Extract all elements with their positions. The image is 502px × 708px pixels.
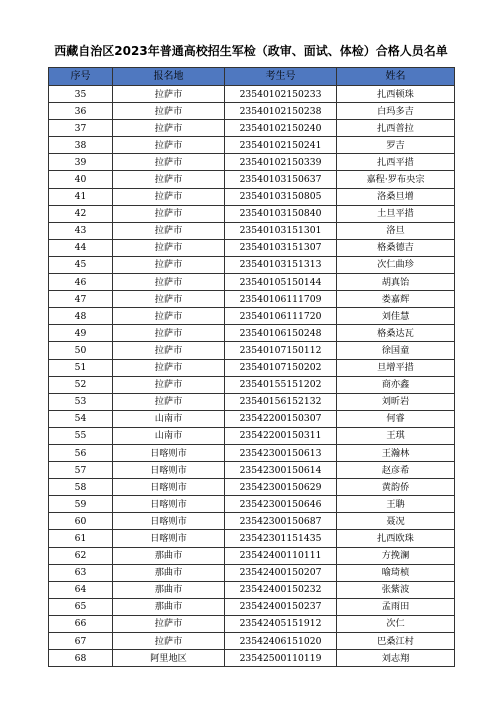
name-cell: 洛桑旦增 bbox=[337, 188, 455, 205]
table-row bbox=[49, 154, 455, 171]
candidate-number-cell: 23542200150307 bbox=[225, 410, 337, 427]
name-cell: 娄嘉辉 bbox=[337, 291, 455, 308]
header-row bbox=[49, 68, 455, 86]
registration-place-cell: 日喀则市 bbox=[113, 444, 225, 461]
name-cell: 洛旦 bbox=[337, 222, 455, 239]
registration-place-cell: 那曲市 bbox=[113, 547, 225, 564]
registration-place-cell: 拉萨市 bbox=[113, 154, 225, 171]
name-cell: 格桑达瓦 bbox=[337, 325, 455, 342]
registration-place-cell: 那曲市 bbox=[113, 581, 225, 598]
serial-cell: 38 bbox=[49, 137, 113, 154]
serial-cell: 60 bbox=[49, 513, 113, 530]
serial-cell: 49 bbox=[49, 325, 113, 342]
candidate-number-cell: 23542301151435 bbox=[225, 530, 337, 547]
table-row bbox=[49, 581, 455, 598]
serial-cell: 64 bbox=[49, 581, 113, 598]
name-cell: 旦增平措 bbox=[337, 359, 455, 376]
column-header-serial: 序号 bbox=[49, 68, 113, 86]
registration-place-cell: 拉萨市 bbox=[113, 615, 225, 632]
serial-cell: 35 bbox=[49, 86, 113, 103]
serial-cell: 68 bbox=[49, 650, 113, 667]
registration-place-cell: 拉萨市 bbox=[113, 342, 225, 359]
column-header-registration-place: 报名地 bbox=[113, 68, 225, 86]
candidate-number-cell: 23540156152132 bbox=[225, 393, 337, 410]
table-row bbox=[49, 291, 455, 308]
serial-cell: 56 bbox=[49, 444, 113, 461]
serial-cell: 66 bbox=[49, 615, 113, 632]
serial-cell: 37 bbox=[49, 120, 113, 137]
table-row bbox=[49, 120, 455, 137]
candidate-number-cell: 23542300150613 bbox=[225, 444, 337, 461]
candidate-number-cell: 23540103150805 bbox=[225, 188, 337, 205]
serial-cell: 43 bbox=[49, 222, 113, 239]
serial-cell: 55 bbox=[49, 427, 113, 444]
candidate-number-cell: 23540102150339 bbox=[225, 154, 337, 171]
serial-cell: 40 bbox=[49, 171, 113, 188]
registration-place-cell: 日喀则市 bbox=[113, 479, 225, 496]
candidate-number-cell: 23542400150207 bbox=[225, 564, 337, 581]
candidate-number-cell: 23542300150646 bbox=[225, 496, 337, 513]
registration-place-cell: 拉萨市 bbox=[113, 222, 225, 239]
candidate-number-cell: 23540103151301 bbox=[225, 222, 337, 239]
table-row bbox=[49, 308, 455, 325]
name-cell: 扎西欧珠 bbox=[337, 530, 455, 547]
registration-place-cell: 拉萨市 bbox=[113, 137, 225, 154]
registration-place-cell: 拉萨市 bbox=[113, 359, 225, 376]
registration-place-cell: 拉萨市 bbox=[113, 103, 225, 120]
table-row bbox=[49, 188, 455, 205]
table-row bbox=[49, 137, 455, 154]
table-row bbox=[49, 222, 455, 239]
table-row bbox=[49, 103, 455, 120]
registration-place-cell: 拉萨市 bbox=[113, 633, 225, 650]
candidate-number-cell: 23540102150238 bbox=[225, 103, 337, 120]
name-cell: 胡真饴 bbox=[337, 274, 455, 291]
name-cell: 白玛多吉 bbox=[337, 103, 455, 120]
table-row bbox=[49, 410, 455, 427]
name-cell: 刘昕岩 bbox=[337, 393, 455, 410]
name-cell: 聂况 bbox=[337, 513, 455, 530]
table-row bbox=[49, 462, 455, 479]
candidate-number-cell: 23542406151020 bbox=[225, 633, 337, 650]
registration-place-cell: 拉萨市 bbox=[113, 256, 225, 273]
serial-cell: 46 bbox=[49, 274, 113, 291]
registration-place-cell: 山南市 bbox=[113, 410, 225, 427]
serial-cell: 45 bbox=[49, 256, 113, 273]
table-body bbox=[49, 86, 455, 667]
name-cell: 次仁曲珍 bbox=[337, 256, 455, 273]
table-row bbox=[49, 376, 455, 393]
serial-cell: 52 bbox=[49, 376, 113, 393]
table-row bbox=[49, 444, 455, 461]
candidate-number-cell: 23542400150232 bbox=[225, 581, 337, 598]
name-cell: 扎西平措 bbox=[337, 154, 455, 171]
serial-cell: 53 bbox=[49, 393, 113, 410]
registration-place-cell: 拉萨市 bbox=[113, 120, 225, 137]
candidate-number-cell: 23542400110111 bbox=[225, 547, 337, 564]
candidate-number-cell: 23540103150840 bbox=[225, 205, 337, 222]
name-cell: 嘉程·罗布央宗 bbox=[337, 171, 455, 188]
serial-cell: 47 bbox=[49, 291, 113, 308]
serial-cell: 54 bbox=[49, 410, 113, 427]
table-row bbox=[49, 479, 455, 496]
candidate-number-cell: 23542300150614 bbox=[225, 462, 337, 479]
registration-place-cell: 那曲市 bbox=[113, 598, 225, 615]
table-header bbox=[49, 68, 455, 86]
candidate-number-cell: 23540107150202 bbox=[225, 359, 337, 376]
registration-place-cell: 日喀则市 bbox=[113, 530, 225, 547]
table-row bbox=[49, 342, 455, 359]
candidate-number-cell: 23540106111709 bbox=[225, 291, 337, 308]
serial-cell: 57 bbox=[49, 462, 113, 479]
candidate-number-cell: 23540106150248 bbox=[225, 325, 337, 342]
name-cell: 何睿 bbox=[337, 410, 455, 427]
table-row bbox=[49, 256, 455, 273]
table-row bbox=[49, 615, 455, 632]
name-cell: 王聃 bbox=[337, 496, 455, 513]
serial-cell: 41 bbox=[49, 188, 113, 205]
table-row bbox=[49, 86, 455, 103]
roster-table bbox=[48, 67, 455, 667]
name-cell: 喻琦桢 bbox=[337, 564, 455, 581]
candidate-number-cell: 23540106111720 bbox=[225, 308, 337, 325]
serial-cell: 50 bbox=[49, 342, 113, 359]
candidate-number-cell: 23540103150637 bbox=[225, 171, 337, 188]
registration-place-cell: 拉萨市 bbox=[113, 239, 225, 256]
serial-cell: 61 bbox=[49, 530, 113, 547]
registration-place-cell: 拉萨市 bbox=[113, 171, 225, 188]
candidate-number-cell: 23540155151202 bbox=[225, 376, 337, 393]
registration-place-cell: 拉萨市 bbox=[113, 393, 225, 410]
registration-place-cell: 山南市 bbox=[113, 427, 225, 444]
registration-place-cell: 日喀则市 bbox=[113, 462, 225, 479]
table-row bbox=[49, 530, 455, 547]
table-row bbox=[49, 239, 455, 256]
serial-cell: 59 bbox=[49, 496, 113, 513]
table-row bbox=[49, 496, 455, 513]
table-row bbox=[49, 427, 455, 444]
column-header-candidate-number: 考生号 bbox=[225, 68, 337, 86]
serial-cell: 39 bbox=[49, 154, 113, 171]
serial-cell: 48 bbox=[49, 308, 113, 325]
serial-cell: 36 bbox=[49, 103, 113, 120]
serial-cell: 67 bbox=[49, 633, 113, 650]
table-row bbox=[49, 205, 455, 222]
registration-place-cell: 拉萨市 bbox=[113, 205, 225, 222]
table-row bbox=[49, 564, 455, 581]
registration-place-cell: 拉萨市 bbox=[113, 325, 225, 342]
candidate-number-cell: 23542500110119 bbox=[225, 650, 337, 667]
candidate-number-cell: 23540102150241 bbox=[225, 137, 337, 154]
candidate-number-cell: 23540102150240 bbox=[225, 120, 337, 137]
registration-place-cell: 拉萨市 bbox=[113, 188, 225, 205]
name-cell: 方挽澜 bbox=[337, 547, 455, 564]
registration-place-cell: 拉萨市 bbox=[113, 308, 225, 325]
serial-cell: 51 bbox=[49, 359, 113, 376]
candidate-number-cell: 23540103151307 bbox=[225, 239, 337, 256]
name-cell: 孟雨田 bbox=[337, 598, 455, 615]
serial-cell: 65 bbox=[49, 598, 113, 615]
name-cell: 王瀚林 bbox=[337, 444, 455, 461]
serial-cell: 62 bbox=[49, 547, 113, 564]
name-cell: 次仁 bbox=[337, 615, 455, 632]
name-cell: 王琪 bbox=[337, 427, 455, 444]
candidate-number-cell: 23540105150144 bbox=[225, 274, 337, 291]
serial-cell: 58 bbox=[49, 479, 113, 496]
registration-place-cell: 拉萨市 bbox=[113, 291, 225, 308]
name-cell: 罗吉 bbox=[337, 137, 455, 154]
name-cell: 赵彦希 bbox=[337, 462, 455, 479]
registration-place-cell: 阿里地区 bbox=[113, 650, 225, 667]
name-cell: 扎西普拉 bbox=[337, 120, 455, 137]
candidate-number-cell: 23540102150233 bbox=[225, 86, 337, 103]
registration-place-cell: 日喀则市 bbox=[113, 513, 225, 530]
table-row bbox=[49, 393, 455, 410]
registration-place-cell: 拉萨市 bbox=[113, 86, 225, 103]
candidate-number-cell: 23540103151313 bbox=[225, 256, 337, 273]
table-row bbox=[49, 547, 455, 564]
table-row bbox=[49, 650, 455, 667]
candidate-number-cell: 23540107150112 bbox=[225, 342, 337, 359]
name-cell: 刘佳慧 bbox=[337, 308, 455, 325]
candidate-number-cell: 23542200150311 bbox=[225, 427, 337, 444]
registration-place-cell: 日喀则市 bbox=[113, 496, 225, 513]
table-row bbox=[49, 171, 455, 188]
table-row bbox=[49, 325, 455, 342]
registration-place-cell: 拉萨市 bbox=[113, 376, 225, 393]
table-row bbox=[49, 598, 455, 615]
page-title: 西藏自治区2023年普通高校招生军检（政审、面试、体检）合格人员名单 bbox=[54, 44, 448, 58]
candidate-number-cell: 23542400150237 bbox=[225, 598, 337, 615]
name-cell: 土旦平措 bbox=[337, 205, 455, 222]
name-cell: 商亦鑫 bbox=[337, 376, 455, 393]
table-row bbox=[49, 274, 455, 291]
table-row bbox=[49, 633, 455, 650]
table-row bbox=[49, 513, 455, 530]
table-row bbox=[49, 359, 455, 376]
column-header-name: 姓名 bbox=[337, 68, 455, 86]
name-cell: 巴桑江村 bbox=[337, 633, 455, 650]
name-cell: 格桑德吉 bbox=[337, 239, 455, 256]
name-cell: 刘志翔 bbox=[337, 650, 455, 667]
candidate-number-cell: 23542300150629 bbox=[225, 479, 337, 496]
name-cell: 扎西顿珠 bbox=[337, 86, 455, 103]
name-cell: 张紫波 bbox=[337, 581, 455, 598]
candidate-number-cell: 23542405151912 bbox=[225, 615, 337, 632]
name-cell: 徐国童 bbox=[337, 342, 455, 359]
name-cell: 黄韵侨 bbox=[337, 479, 455, 496]
serial-cell: 42 bbox=[49, 205, 113, 222]
serial-cell: 63 bbox=[49, 564, 113, 581]
registration-place-cell: 拉萨市 bbox=[113, 274, 225, 291]
serial-cell: 44 bbox=[49, 239, 113, 256]
candidate-number-cell: 23542300150687 bbox=[225, 513, 337, 530]
registration-place-cell: 那曲市 bbox=[113, 564, 225, 581]
